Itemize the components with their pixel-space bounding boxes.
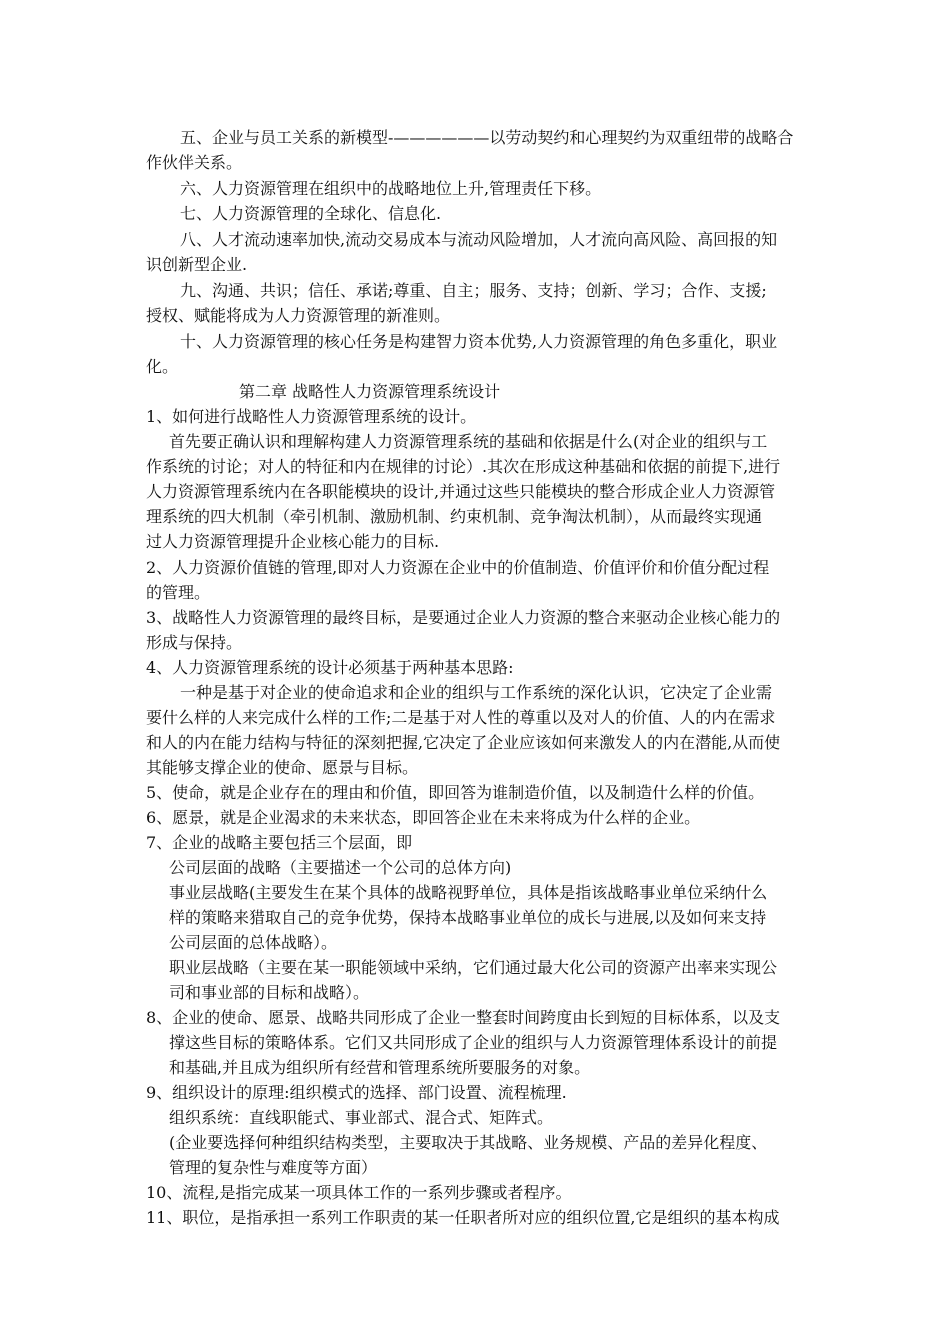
list-item: 10、流程,是指完成某一项具体工作的一系列步骤或者程序。 [146, 1183, 572, 1202]
list-item: 5、使命，就是企业存在的理由和价值，即回答为谁制造价值，以及制造什么样的价值。 [146, 783, 765, 802]
paragraph-line: 组织系统：直线职能式、事业部式、混合式、矩阵式。 [169, 1108, 554, 1127]
list-item: 6、愿景，就是企业渴求的未来状态，即回答企业在未来将成为什么样的企业。 [146, 808, 701, 827]
paragraph-line: 作伙伴关系。 [146, 153, 243, 172]
paragraph-line: 授权、赋能将成为人力资源管理的新准则。 [146, 306, 451, 325]
paragraph-line: 司和事业部的目标和战略）。 [169, 983, 370, 1002]
paragraph-line: 职业层战略（主要在某一职能领域中采纳，它们通过最大化公司的资源产出率来实现公 [169, 958, 778, 977]
paragraph-line: 管理的复杂性与难度等方面） [169, 1158, 378, 1177]
paragraph-line: 撑这些目标的策略体系。它们又共同形成了企业的组织与人力资源管理体系设计的前提 [169, 1033, 778, 1052]
list-item: 2、人力资源价值链的管理,即对人力资源在企业中的价值制造、价值评价和价值分配过程 [146, 558, 770, 577]
paragraph-line: 理系统的四大机制（牵引机制、激励机制、约束机制、竞争淘汰机制），从而最终实现通 [146, 507, 763, 526]
paragraph-line: 事业层战略(主要发生在某个具体的战略视野单位，具体是指该战略事业单位采纳什么 [169, 883, 768, 902]
paragraph-line: 公司层面的总体战略）。 [169, 933, 338, 952]
paragraph-line: 公司层面的战略（主要描述一个公司的总体方向) [169, 858, 512, 877]
list-item: 3、战略性人力资源管理的最终目标，是要通过企业人力资源的整合来驱动企业核心能力的 [146, 608, 781, 627]
list-item: 4、人力资源管理系统的设计必须基于两种基本思路: [146, 658, 514, 677]
paragraph-line: 人力资源管理系统内在各职能模块的设计,并通过这些只能模块的整合形成企业人力资源管 [146, 482, 776, 501]
list-item: 7、企业的战略主要包括三个层面，即 [146, 833, 413, 852]
paragraph-line: 形成与保持。 [146, 633, 243, 652]
paragraph-line: 过人力资源管理提升企业核心能力的目标. [146, 532, 440, 551]
paragraph-line: 九、沟通、共识；信任、承诺;尊重、自主；服务、支持；创新、学习；合作、支援; [180, 281, 767, 300]
chapter-heading: 第二章 战略性人力资源管理系统设计 [239, 382, 501, 401]
list-item: 8、企业的使命、愿景、战略共同形成了企业一整套时间跨度由长到短的目标体系，以及支 [146, 1008, 781, 1027]
paragraph-line: 十、人力资源管理的核心任务是构建智力资本优势,人力资源管理的角色多重化，职业 [180, 332, 778, 351]
paragraph-line: 七、人力资源管理的全球化、信息化. [180, 204, 442, 223]
paragraph-line: 的管理。 [146, 583, 211, 602]
paragraph-line: 八、人才流动速率加快,流动交易成本与流动风险增加，人才流向高风险、高回报的知 [180, 230, 778, 249]
paragraph-line: (企业要选择何种组织结构类型，主要取决于其战略、业务规模、产品的差异化程度、 [169, 1133, 768, 1152]
paragraph-line: 要什么样的人来完成什么样的工作;二是基于对人性的尊重以及对人的价值、人的内在需求 [146, 708, 776, 727]
paragraph-line: 作系统的讨论；对人的特征和内在规律的讨论）.其次在形成这种基础和依据的前提下,进行 [146, 457, 781, 476]
paragraph-line: 样的策略来猎取自己的竞争优势，保持本战略事业单位的成长与进展,以及如何来支持 [169, 908, 767, 927]
paragraph-line: 和人的内在能力结构与特征的深刻把握,它决定了企业应该如何来激发人的内在潜能,从而使 [146, 733, 781, 752]
list-item: 11、职位，是指承担一系列工作职责的某一任职者所对应的组织位置,它是组织的基本构成 [146, 1208, 780, 1227]
paragraph-line: 首先要正确认识和理解构建人力资源管理系统的基础和依据是什么(对企业的组织与工 [169, 432, 768, 451]
paragraph-line: 一种是基于对企业的使命追求和企业的组织与工作系统的深化认识，它决定了企业需 [180, 683, 773, 702]
paragraph-line: 六、人力资源管理在组织中的战略地位上升,管理责任下移。 [180, 179, 602, 198]
paragraph-line: 化。 [146, 357, 179, 376]
list-item: 1、如何进行战略性人力资源管理系统的设计。 [146, 407, 477, 426]
paragraph-line: 五、企业与员工关系的新模型-——————以劳动契约和心理契约为双重纽带的战略合 [180, 128, 794, 147]
paragraph-line: 识创新型企业. [146, 255, 248, 274]
paragraph-line: 和基础,并且成为组织所有经营和管理系统所要服务的对象。 [169, 1058, 591, 1077]
list-item: 9、组织设计的原理:组织模式的选择、部门设置、流程梳理. [146, 1083, 567, 1102]
paragraph-line: 其能够支撑企业的使命、愿景与目标。 [146, 758, 419, 777]
